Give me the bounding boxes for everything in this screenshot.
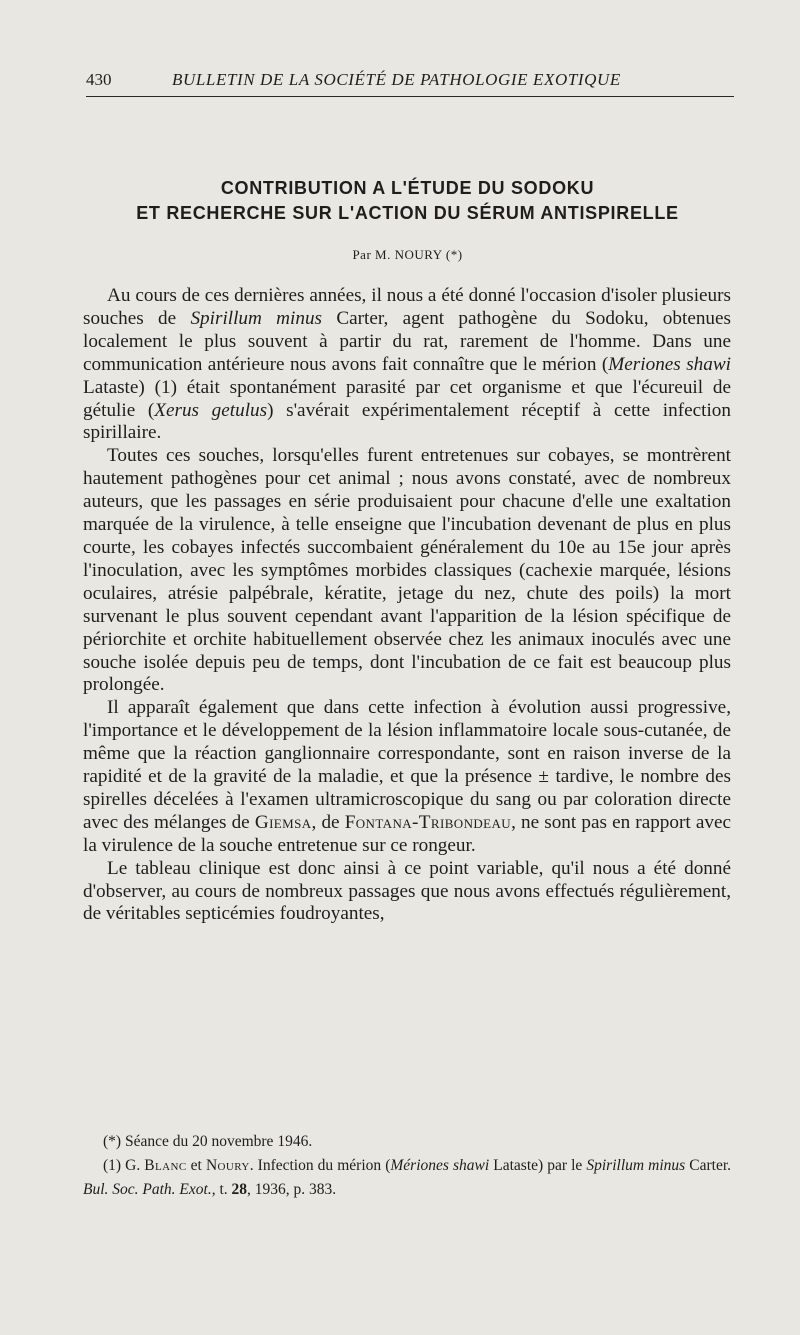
stain-name: Fontana-Tribondeau — [344, 811, 512, 833]
text-run: , t. — [211, 1181, 232, 1198]
species-name: Mériones shawi — [390, 1157, 490, 1174]
species-name: Meriones shawi — [608, 353, 731, 375]
text-run: et — [186, 1157, 206, 1174]
text-run: , ne sont pas en rapport avec la virulence de la souche entretenue sur ce rongeur. — [83, 811, 731, 856]
text-run: Il apparaît également que dans cette infection à évolution aussi progressive, l'importance et le développement de la lésion inflammatoire locale sous-cutanée, de même que la réaction ganglionnaire correspondante, sont en raison inverse de la rapidité et de la gravité de la maladie, et que la présence ± tardive, le nombre des spirelles décelées à l'examen ultramicroscopique du sang ou par coloration directe avec des mélanges de — [83, 697, 731, 833]
paragraph-1 — [83, 285, 731, 445]
paragraph-3 — [83, 697, 731, 857]
footnote-reference — [83, 1154, 731, 1202]
species-name: Spirillum minus — [586, 1157, 686, 1174]
running-title: BULLETIN DE LA SOCIÉTÉ DE PATHOLOGIE EXOTIQUE — [172, 70, 621, 89]
text-run: ) s'avérait expérimentalement réceptif à cette infection spirillaire. — [83, 399, 731, 444]
footnotes — [83, 1130, 731, 1202]
article-title — [80, 176, 735, 226]
title-line-1: CONTRIBUTION A L'ÉTUDE DU SODOKU — [220, 178, 595, 198]
text-run: Au cours de ces dernières années, il nous a été donné l'occasion d'isoler plusieurs souches de — [83, 285, 731, 329]
author-line: Par M. NOURY (*) — [352, 247, 463, 262]
volume-number: 28 — [231, 1181, 248, 1198]
header-rule — [86, 96, 734, 97]
text-run: Carter, agent pathogène du Sodoku, obtenues localement le plus souvent à partir du rat, rarement de l'homme. Dans une communication antérieure nous avons fait connaître que le mérion ( — [83, 307, 732, 375]
text-run: , 1936, p. 383. — [247, 1181, 337, 1198]
title-line-2: ET RECHERCHE SUR L'ACTION DU SÉRUM ANTISPIRELLE — [136, 203, 679, 223]
species-name: Xerus getulus — [154, 399, 268, 421]
stain-name: Giemsa — [254, 811, 312, 833]
text-run: , de — [311, 811, 345, 833]
article-body — [83, 285, 731, 926]
author-name: Blanc — [144, 1157, 187, 1174]
page-number: 430 — [86, 70, 112, 89]
text-run: Lataste) (1) était spontanément parasité par cet organisme et que l'écureuil de gétulie ( — [83, 376, 731, 421]
text-run: . Infection du mérion ( — [249, 1157, 391, 1174]
text-run: (1) G. — [103, 1157, 145, 1174]
footnote-session: (*) Séance du 20 novembre 1946. — [103, 1133, 313, 1150]
paragraph-4: Le tableau clinique est donc ainsi à ce point variable, qu'il nous a été donné d'observer, au cours de nombreux passages que nous avons effectués régulièrement, de véritables septicémies foudroyantes, — [83, 857, 731, 925]
text-run: Carter. — [685, 1157, 732, 1174]
journal-name: Bul. Soc. Path. Exot. — [83, 1181, 212, 1198]
species-name: Spirillum minus — [190, 307, 323, 329]
paragraph-2: Toutes ces souches, lorsqu'elles furent entretenues sur cobayes, se montrèrent hautement pathogènes pour cet animal ; nous avons constaté, avec de nombreux auteurs, que les passages en série produisaient pour chacune d'elle une exaltation marquée de la virulence, à telle enseigne que l'incubation devenant de plus en plus courte, les cobayes infectés succombaient généralement du 10e au 15e jour après l'inoculation, avec les symptômes morbides classiques (cachexie marquée, lésions oculaires, atrésie palpébrale, kératite, jetage du nez, chute des poils) la mort survenant le plus souvent cependant avant l'apparition de la lésion spécifique de périorchite et orchite habituellement observée chez les animaux inoculés avec une souche isolée depuis peu de temps, dont l'incubation de ce fait est beaucoup plus prolongée. — [83, 445, 731, 696]
text-run: Lataste) par le — [489, 1157, 587, 1174]
author-name: Noury — [205, 1157, 250, 1174]
